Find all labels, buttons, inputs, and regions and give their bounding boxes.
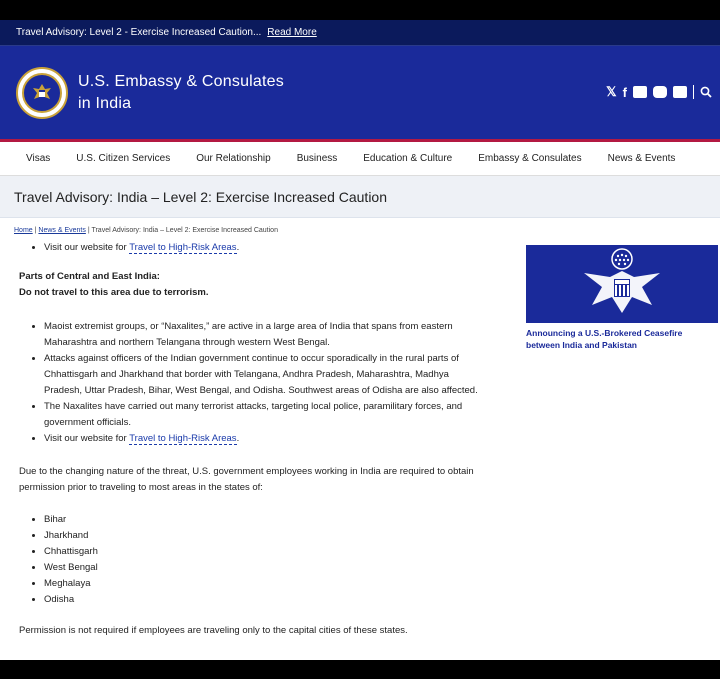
nav-item-our-relationship[interactable]: Our Relationship xyxy=(196,153,271,164)
list-item: • Meghalaya xyxy=(44,576,489,592)
permission-paragraph: Due to the changing nature of the threat, U.S. government employees working in India are required to obtain permission prior to traveling to most areas in the states of: xyxy=(19,466,474,493)
high-risk-areas-link[interactable]: Travel to High-Risk Areas xyxy=(129,433,237,444)
list-item xyxy=(44,240,489,256)
main-nav xyxy=(0,142,720,176)
nav-item-business[interactable]: Business xyxy=(296,153,338,164)
nav-item-education-culture[interactable]: Education & Culture xyxy=(363,153,453,164)
alert-banner xyxy=(0,20,720,46)
nav-item-news-events[interactable]: News & Events xyxy=(607,153,676,164)
list-item: • Jharkhand xyxy=(44,528,489,544)
article-body xyxy=(19,240,489,639)
nav-item-visas[interactable]: Visas xyxy=(26,153,51,164)
x-icon[interactable]: 𝕏 xyxy=(606,84,617,99)
alert-text: Travel Advisory: Level 2 - Exercise Increased Caution... xyxy=(16,27,262,38)
page-frame xyxy=(0,20,720,660)
list-item: • The Naxalites have carried out many terrorist attacks, targeting local police, paramilitary forces, and government officials. xyxy=(44,399,489,431)
embassy-seal-icon[interactable] xyxy=(16,67,68,119)
nav-item-citizen-services[interactable]: U.S. Citizen Services xyxy=(76,153,171,164)
breadcrumb-home[interactable]: Home xyxy=(14,227,33,234)
flickr-icon[interactable] xyxy=(673,86,687,98)
facebook-icon[interactable]: f xyxy=(622,84,627,100)
ceasefire-image[interactable] xyxy=(526,245,718,323)
visit-text: Visit our website for xyxy=(44,433,130,444)
search-icon[interactable] xyxy=(700,86,712,98)
list-item: • West Bengal xyxy=(44,560,489,576)
breadcrumb: Home | News & Events | Travel Advisory: India – Level 2: Exercise Increased Caution xyxy=(14,227,278,234)
site-header xyxy=(0,46,720,142)
visit-text: Visit our website for xyxy=(44,242,130,253)
instagram-icon[interactable] xyxy=(653,86,667,98)
site-title-line1: U.S. Embassy & Consulates xyxy=(78,72,284,90)
sidebar-card[interactable] xyxy=(526,245,718,351)
site-title[interactable] xyxy=(78,71,284,115)
divider xyxy=(693,85,694,99)
breadcrumb-current: | Travel Advisory: India – Level 2: Exercise Increased Caution xyxy=(87,227,278,234)
footer-paragraph: Permission is not required if employees are traveling only to the capital cities of these states. xyxy=(19,625,408,636)
breadcrumb-news-events[interactable]: News & Events xyxy=(38,227,86,234)
states-list xyxy=(19,512,489,608)
read-more-link[interactable]: Read More xyxy=(267,27,317,38)
list xyxy=(19,240,489,256)
list-item xyxy=(44,431,489,447)
page-title: Travel Advisory: India – Level 2: Exercise Increased Caution xyxy=(0,176,720,218)
list-item: • Bihar xyxy=(44,512,489,528)
section-title: Parts of Central and East India: xyxy=(19,271,160,282)
nav-item-embassy-consulates[interactable]: Embassy & Consulates xyxy=(478,153,582,164)
section-warning: Do not travel to this area due to terrorism. xyxy=(19,287,209,298)
list-item: • Attacks against officers of the Indian government continue to occur sporadically in the rural parts of Chhattisgarh and Jharkhand that border with Telangana, Andhra Pradesh, Maharashtra, Madhya Pradesh, Uttar Pradesh, Bihar, West Bengal, and Odisha. Southwest areas of Odisha are also affected. xyxy=(44,351,489,399)
list-item: • Maoist extremist groups, or “Naxalites,” are active in a large area of India that spans from eastern Maharashtra and northern Telangana through western West Bengal. xyxy=(44,319,489,351)
youtube-icon[interactable] xyxy=(633,86,647,98)
list-item: • Chhattisgarh xyxy=(44,544,489,560)
visit-suffix: . xyxy=(236,242,240,253)
visit-suffix: . xyxy=(236,433,240,444)
site-title-line2: in India xyxy=(78,94,132,112)
high-risk-areas-link[interactable]: Travel to High-Risk Areas xyxy=(129,242,237,253)
list-item: • Odisha xyxy=(44,592,489,608)
terrorism-list xyxy=(19,319,489,447)
social-links xyxy=(606,84,712,100)
sidebar-caption[interactable]: Announcing a U.S.-Brokered Ceasefire between India and Pakistan xyxy=(526,328,683,350)
